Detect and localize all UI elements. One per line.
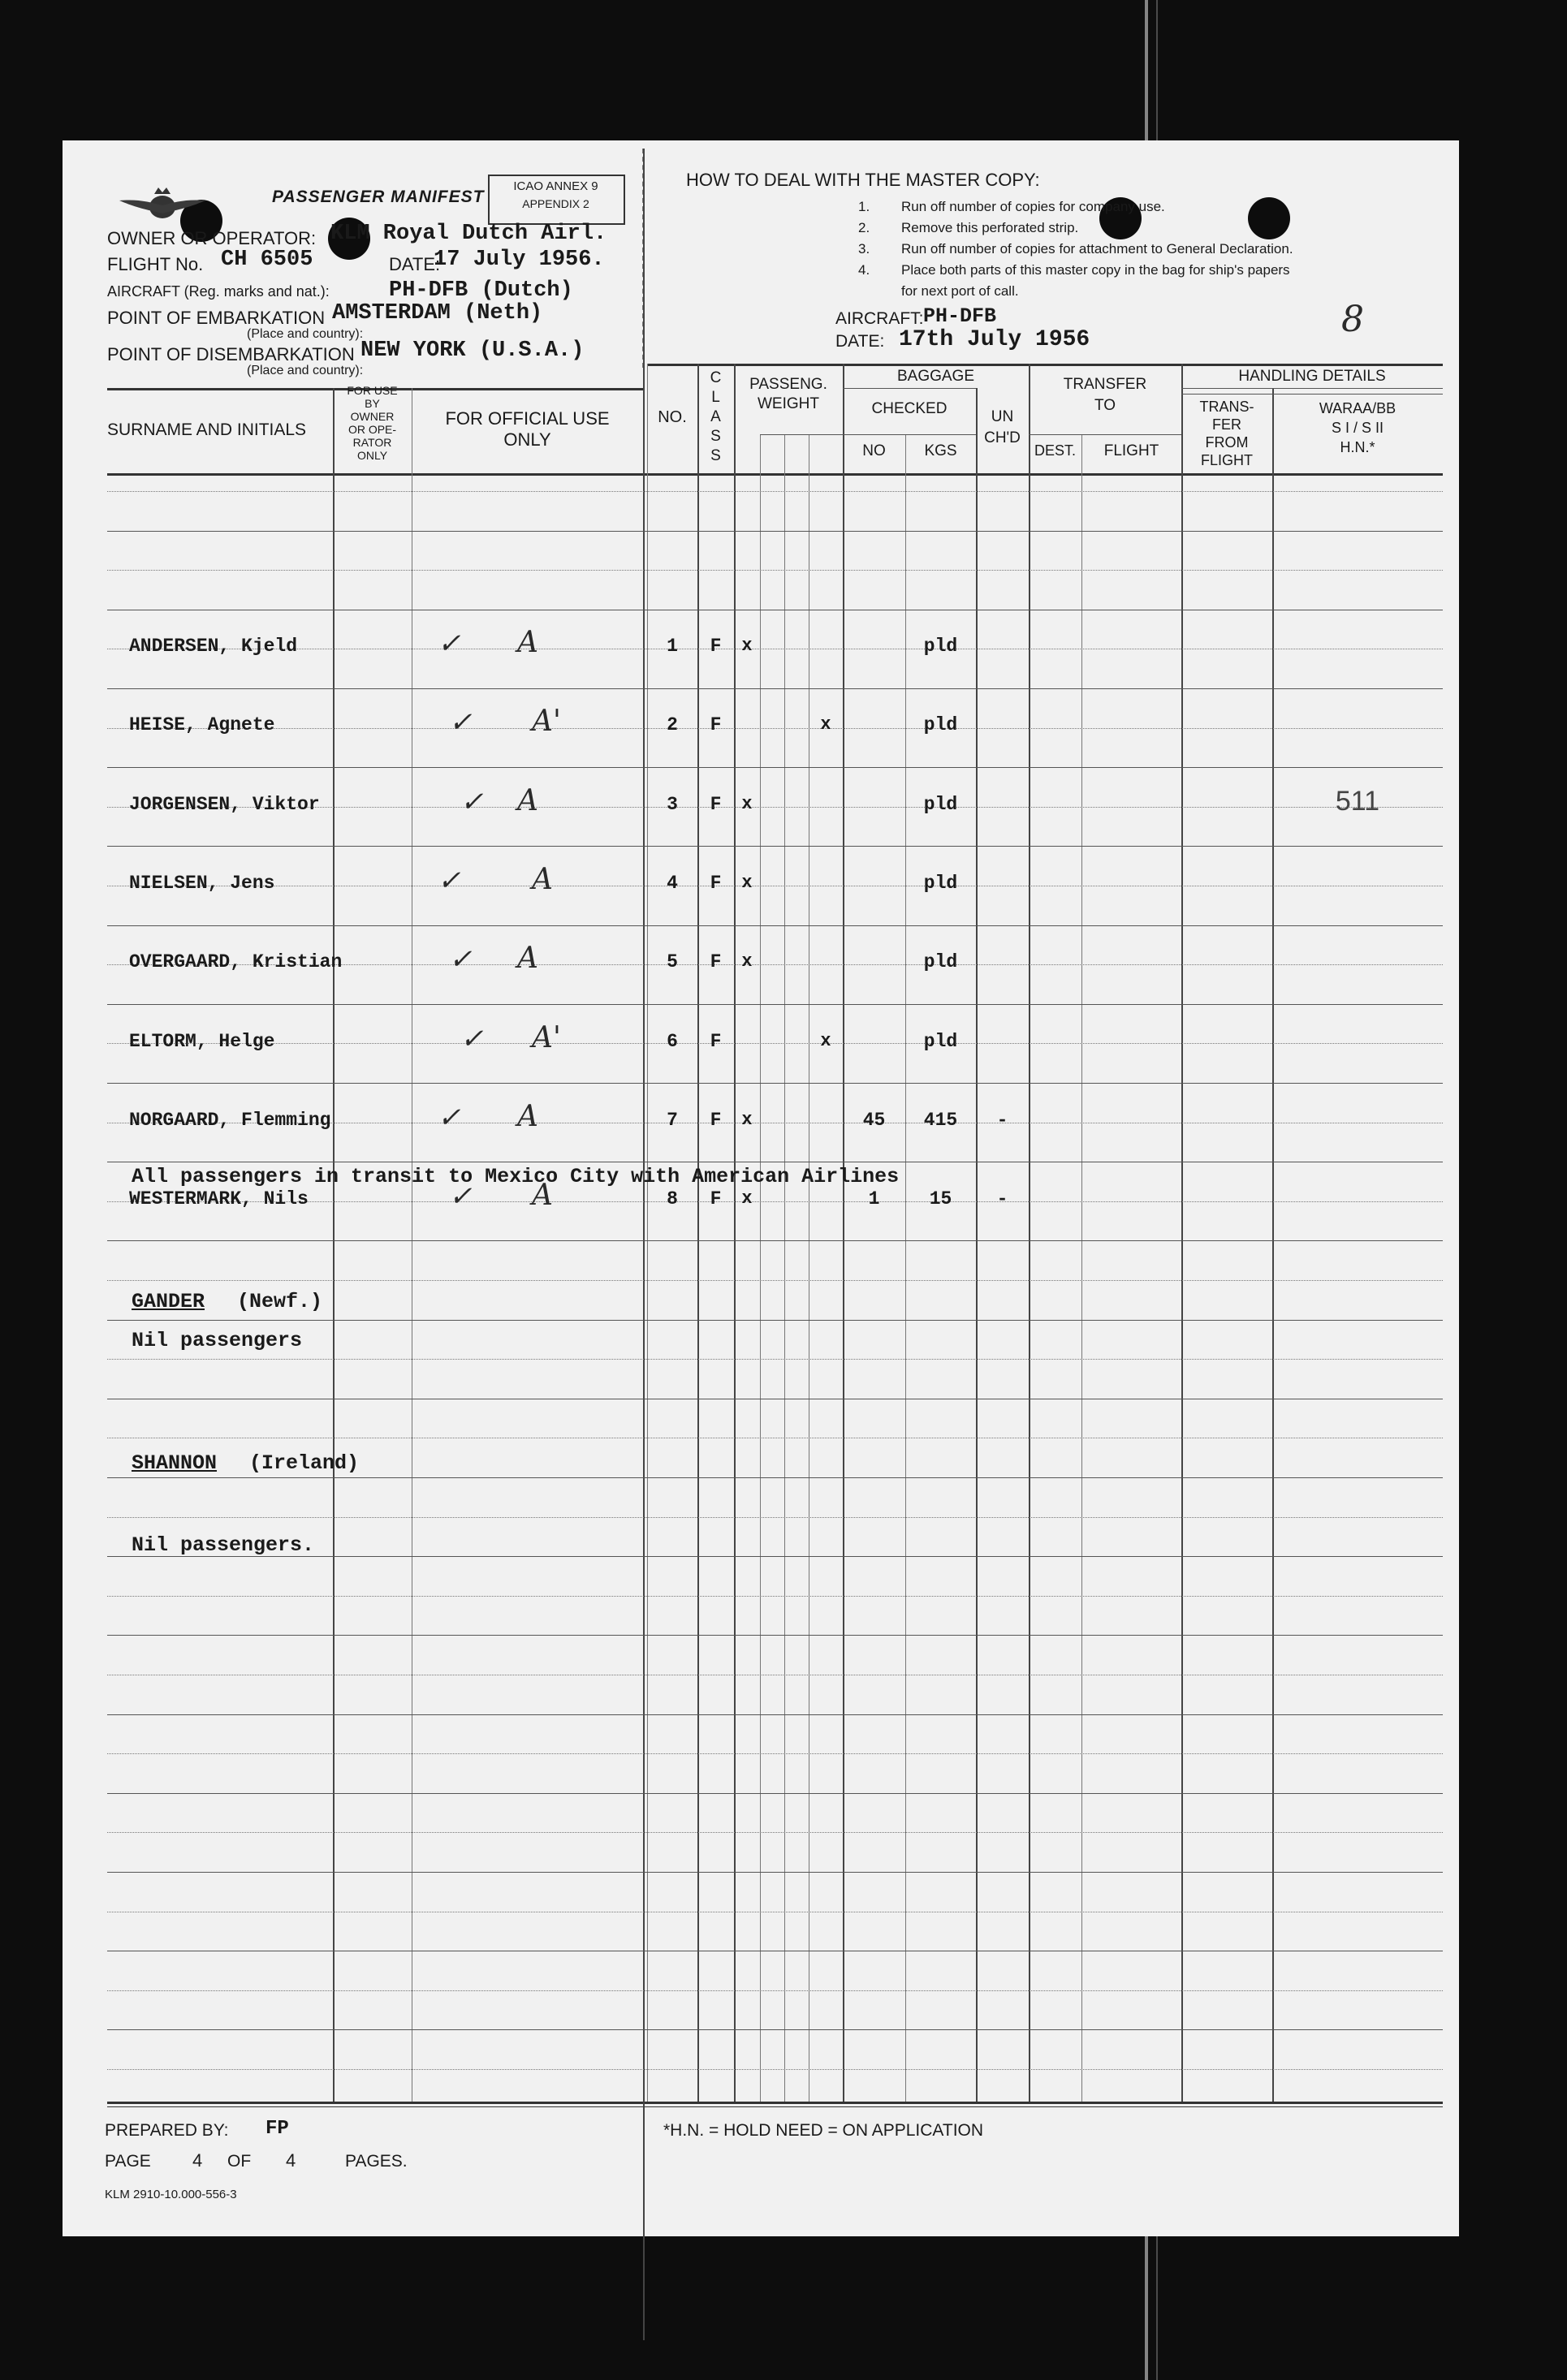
flight-value: CH 6505 — [221, 248, 313, 272]
col-line — [333, 388, 335, 2102]
weight-mark: x — [820, 714, 831, 735]
passenger-name: WESTERMARK, Nils — [129, 1188, 309, 1210]
col-checked: CHECKED — [871, 400, 948, 417]
col-unchd-2: CH'D — [984, 429, 1021, 446]
col-passeng: PASSENG. — [749, 376, 827, 393]
page-label: PAGE — [105, 2152, 151, 2171]
baggage-kgs: pld — [923, 793, 958, 815]
col-owner-use-line: BY — [365, 397, 380, 410]
official-mark: A — [532, 1179, 553, 1213]
col-line — [1081, 434, 1082, 2102]
ruled-line — [107, 767, 1443, 768]
ruled-line — [107, 531, 1443, 532]
form-code: KLM 2910-10.000-556-3 — [105, 2188, 237, 2201]
col-no: NO. — [658, 408, 687, 426]
ruled-line — [107, 688, 1443, 689]
baggage-kgs: 415 — [923, 1109, 958, 1131]
page-value: 4 — [192, 2150, 203, 2171]
col-kgs: KGS — [924, 442, 957, 459]
subheader-rule — [1029, 434, 1181, 435]
instruction-text: for next port of call. — [901, 283, 1019, 299]
col-waraa-line: H.N.* — [1340, 439, 1375, 455]
col-waraa-line: S I / S II — [1331, 420, 1384, 436]
instr-aircraft-value: PH-DFB — [923, 304, 997, 328]
col-transfer-from-line: TRANS- — [1199, 399, 1254, 415]
subheader-rule — [1181, 394, 1443, 395]
col-class-letter: L — [711, 389, 720, 406]
col-line — [1272, 388, 1274, 2102]
weight-mark: x — [741, 872, 753, 893]
pages-label: PAGES. — [345, 2152, 408, 2171]
weight-mark: x — [820, 1030, 831, 1051]
ruled-line — [107, 491, 1443, 492]
shannon-suffix: (Ireland) — [249, 1451, 360, 1475]
passenger-number: 4 — [667, 872, 678, 894]
owner-value: KLM Royal Dutch Airl. — [330, 222, 607, 246]
col-class-letter: S — [710, 447, 721, 464]
prepared-label: PREPARED BY: — [105, 2121, 229, 2140]
col-line — [734, 364, 736, 2102]
owner-checkmark: ✓ — [438, 627, 461, 660]
ruled-line — [107, 1990, 1443, 1991]
ruled-line — [107, 1793, 1443, 1794]
owner-checkmark: ✓ — [438, 864, 461, 897]
gander-nil: Nil passengers — [132, 1329, 303, 1352]
weight-mark: x — [741, 793, 753, 814]
disembark-label: POINT OF DISEMBARKATION — [107, 344, 355, 364]
aircraft-value: PH-DFB (Dutch) — [389, 278, 573, 303]
icao-appendix: APPENDIX 2 — [522, 197, 589, 210]
page-mark: 8 — [1341, 299, 1364, 340]
baggage-kgs: pld — [923, 636, 958, 657]
col-weight: WEIGHT — [758, 395, 819, 412]
instr-aircraft-label: AIRCRAFT: — [835, 309, 924, 328]
col-flight: FLIGHT — [1103, 442, 1159, 459]
instruction-text: Remove this perforated strip. — [901, 220, 1079, 235]
owner-checkmark: ✓ — [438, 1101, 461, 1134]
passenger-number: 2 — [667, 714, 678, 736]
header-bottom-rule — [107, 473, 1443, 476]
manifest-title: PASSENGER MANIFEST — [272, 188, 485, 206]
passenger-name: JORGENSEN, Viktor — [129, 793, 320, 815]
owner-checkmark: ✓ — [460, 1022, 484, 1055]
official-mark: A — [517, 942, 538, 976]
gander-heading: GANDER — [132, 1290, 205, 1313]
manifest-sheet — [63, 140, 1459, 2236]
baggage-kgs: pld — [923, 951, 958, 973]
weight-mark: x — [741, 1188, 753, 1209]
official-mark: A' — [532, 705, 561, 739]
ruled-line — [107, 1320, 1443, 1321]
col-line — [760, 434, 761, 2102]
place-country-note: (Place and country): — [247, 364, 364, 377]
col-class-letter: C — [710, 369, 722, 386]
table-bottom-rule — [107, 2106, 1443, 2107]
col-owner-use-line: RATOR — [352, 436, 392, 449]
ruled-line — [107, 1280, 1443, 1281]
col-bag-no: NO — [862, 442, 886, 459]
col-transfer-from-line: FROM — [1205, 434, 1249, 451]
passenger-number: 3 — [667, 793, 678, 815]
unchecked-mark: - — [996, 1109, 1008, 1131]
baggage-kgs: pld — [923, 1030, 958, 1052]
col-line — [843, 364, 844, 2102]
col-line — [643, 149, 645, 2340]
official-mark: A — [517, 783, 538, 817]
owner-checkmark: ✓ — [449, 943, 473, 977]
col-owner-use-line: OWNER — [350, 410, 395, 423]
official-mark: A — [517, 626, 538, 659]
instruction-number: 1. — [858, 199, 870, 214]
passenger-class: F — [710, 951, 722, 973]
col-transfer-from-line: FER — [1212, 416, 1241, 433]
col-owner-use-line: OR OPE- — [348, 423, 397, 436]
ruled-line — [107, 1240, 1443, 1241]
subheader-rule — [1181, 388, 1443, 389]
official-mark: A — [532, 862, 553, 896]
col-class-letter: S — [710, 428, 721, 445]
col-transfer-1: TRANSFER — [1063, 376, 1147, 393]
ruled-line — [107, 1872, 1443, 1873]
gander-suffix: (Newf.) — [237, 1290, 323, 1313]
baggage-kgs: pld — [923, 872, 958, 894]
embark-value: AMSTERDAM (Neth) — [332, 301, 543, 326]
instruction-text: Place both parts of this master copy in the bag for ship's papers — [901, 262, 1290, 278]
ruled-line — [107, 1714, 1443, 1715]
instruction-number: 4. — [858, 262, 870, 278]
col-class-letter: A — [710, 408, 721, 425]
klm-crown-logo — [118, 181, 207, 230]
passenger-number: 6 — [667, 1030, 678, 1052]
pages-value: 4 — [286, 2150, 296, 2171]
hn-note: *H.N. = HOLD NEED = ON APPLICATION — [663, 2121, 984, 2140]
passenger-number: 5 — [667, 951, 678, 973]
passenger-number: 7 — [667, 1109, 678, 1131]
passenger-name: NORGAARD, Flemming — [129, 1109, 331, 1131]
ruled-line — [107, 2069, 1443, 2070]
handling-value: 511 — [1335, 785, 1380, 817]
subheader-rule — [760, 434, 843, 435]
ruled-line — [107, 1832, 1443, 1833]
baggage-kgs: 15 — [929, 1188, 952, 1210]
ruled-line — [107, 1043, 1443, 1044]
table-bottom-rule — [107, 2102, 1443, 2104]
official-mark: A — [517, 1099, 538, 1133]
icao-annex: ICAO ANNEX 9 — [513, 179, 598, 193]
official-mark: A' — [532, 1020, 561, 1054]
ruled-line — [107, 925, 1443, 926]
of-label: OF — [227, 2152, 252, 2171]
shannon-nil: Nil passengers. — [132, 1533, 315, 1557]
col-owner-use-line: FOR USE — [347, 384, 398, 397]
disembark-value: NEW YORK (U.S.A.) — [360, 338, 585, 363]
instructions-title: HOW TO DEAL WITH THE MASTER COPY: — [686, 170, 1040, 190]
col-line — [1181, 364, 1183, 2102]
weight-mark: x — [741, 1109, 753, 1130]
col-transfer-from-line: FLIGHT — [1200, 452, 1253, 468]
passenger-class: F — [710, 714, 722, 736]
ruled-line — [107, 1753, 1443, 1754]
instruction-number: 2. — [858, 220, 870, 235]
ruled-line — [107, 1083, 1443, 1084]
prepared-value: FP — [265, 2118, 289, 2140]
owner-checkmark: ✓ — [460, 785, 484, 818]
passenger-class: F — [710, 1188, 722, 1210]
passenger-number: 8 — [667, 1188, 678, 1210]
passenger-name: NIELSEN, Jens — [129, 872, 275, 894]
weight-mark: x — [741, 951, 753, 972]
ruled-line — [107, 1596, 1443, 1597]
passenger-name: ELTORM, Helge — [129, 1030, 275, 1052]
unchecked-mark: - — [996, 1188, 1008, 1210]
ruled-line — [107, 1635, 1443, 1636]
col-official-1: FOR OFFICIAL USE — [445, 408, 610, 429]
instruction-text: Run off number of copies for company use. — [901, 199, 1165, 214]
col-line — [905, 434, 906, 2102]
col-owner-use-line: ONLY — [356, 449, 388, 462]
passenger-class: F — [710, 793, 722, 815]
passenger-name: ANDERSEN, Kjeld — [129, 636, 298, 657]
col-line — [1029, 364, 1030, 2102]
baggage-count: 1 — [868, 1188, 880, 1210]
instr-date-value: 17th July 1956 — [899, 327, 1090, 352]
place-country-note: (Place and country): — [247, 327, 364, 341]
weight-mark: x — [741, 636, 753, 656]
ruled-line — [107, 1359, 1443, 1360]
instruction-number: 3. — [858, 241, 870, 257]
owner-checkmark: ✓ — [449, 1180, 473, 1214]
passenger-class: F — [710, 1030, 722, 1052]
col-baggage: BAGGAGE — [896, 368, 975, 385]
embark-label: POINT OF EMBARKATION — [107, 308, 326, 328]
col-line — [784, 434, 785, 2102]
aircraft-label: AIRCRAFT (Reg. marks and nat.): — [107, 283, 330, 300]
transit-note: All passengers in transit to Mexico City with American Airlines — [132, 1165, 900, 1188]
baggage-kgs: pld — [923, 714, 958, 736]
passenger-class: F — [710, 872, 722, 894]
passenger-name: HEISE, Agnete — [129, 714, 275, 736]
col-line — [697, 364, 699, 2102]
subheader-rule — [843, 434, 976, 435]
instruction-text: Run off number of copies for attachment to General Declaration. — [901, 241, 1293, 257]
table-top-rule — [647, 364, 1443, 366]
subheader-rule — [843, 388, 976, 389]
col-transfer-2: TO — [1094, 397, 1116, 414]
owner-checkmark: ✓ — [449, 706, 473, 739]
owner-label: OWNER OR OPERATOR: — [107, 228, 317, 248]
col-handling: HANDLING DETAILS — [1238, 368, 1386, 385]
flight-label: FLIGHT No. — [107, 254, 204, 274]
passenger-number: 1 — [667, 636, 678, 657]
passenger-name: OVERGAARD, Kristian — [129, 951, 343, 973]
punch-hole — [1248, 197, 1290, 239]
ruled-line — [107, 1004, 1443, 1005]
col-official-2: ONLY — [503, 429, 551, 450]
date-label: DATE: — [389, 254, 441, 274]
col-line — [976, 388, 978, 2102]
ruled-line — [107, 2029, 1443, 2030]
ruled-line — [107, 1517, 1443, 1518]
col-dest: DEST. — [1034, 442, 1076, 459]
date-value: 17 July 1956. — [434, 248, 605, 272]
col-waraa-line: WARAA/BB — [1319, 400, 1396, 416]
shannon-heading: SHANNON — [132, 1451, 218, 1475]
ruled-line — [107, 728, 1443, 729]
ruled-line — [107, 846, 1443, 847]
instr-date-label: DATE: — [835, 332, 885, 351]
ruled-line — [107, 570, 1443, 571]
col-unchd-1: UN — [991, 408, 1014, 425]
baggage-count: 45 — [862, 1109, 886, 1131]
col-surname: SURNAME AND INITIALS — [107, 420, 307, 439]
col-line — [647, 364, 648, 2102]
passenger-class: F — [710, 636, 722, 657]
passenger-class: F — [710, 1109, 722, 1131]
ruled-line — [107, 1477, 1443, 1478]
